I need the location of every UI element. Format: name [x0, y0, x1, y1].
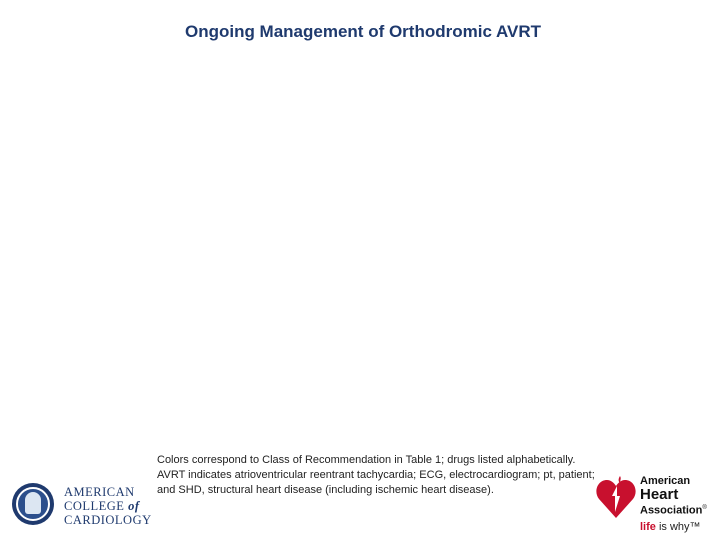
acc-logo	[12, 483, 157, 531]
flowchart-area	[150, 60, 570, 450]
aha-wordmark: American Heart Association®	[640, 475, 707, 517]
footnote-colors-note: Colors correspond to Class of Recommendation in Table 1; drugs listed alphabetically.	[157, 454, 576, 466]
slide-title: Ongoing Management of Orthodromic AVRT	[184, 22, 542, 41]
footnote-abbreviations: AVRT indicates atrioventricular reentrant tachycardia; ECG, electrocardiogram; pt, patient; and SHD, structural heart disease (including ischemic heart disease).	[157, 469, 595, 496]
acc-line1: AMERICAN	[64, 485, 135, 499]
heart-torch-icon	[596, 472, 636, 520]
acc-line3: CARDIOLOGY	[64, 513, 152, 527]
slide-footnote	[157, 453, 597, 498]
acc-line2: COLLEGE of	[64, 499, 140, 513]
acc-wordmark	[64, 485, 152, 527]
aha-tagline: life is why™	[640, 521, 701, 533]
acc-seal-icon	[12, 483, 54, 525]
aha-logo	[596, 466, 716, 536]
